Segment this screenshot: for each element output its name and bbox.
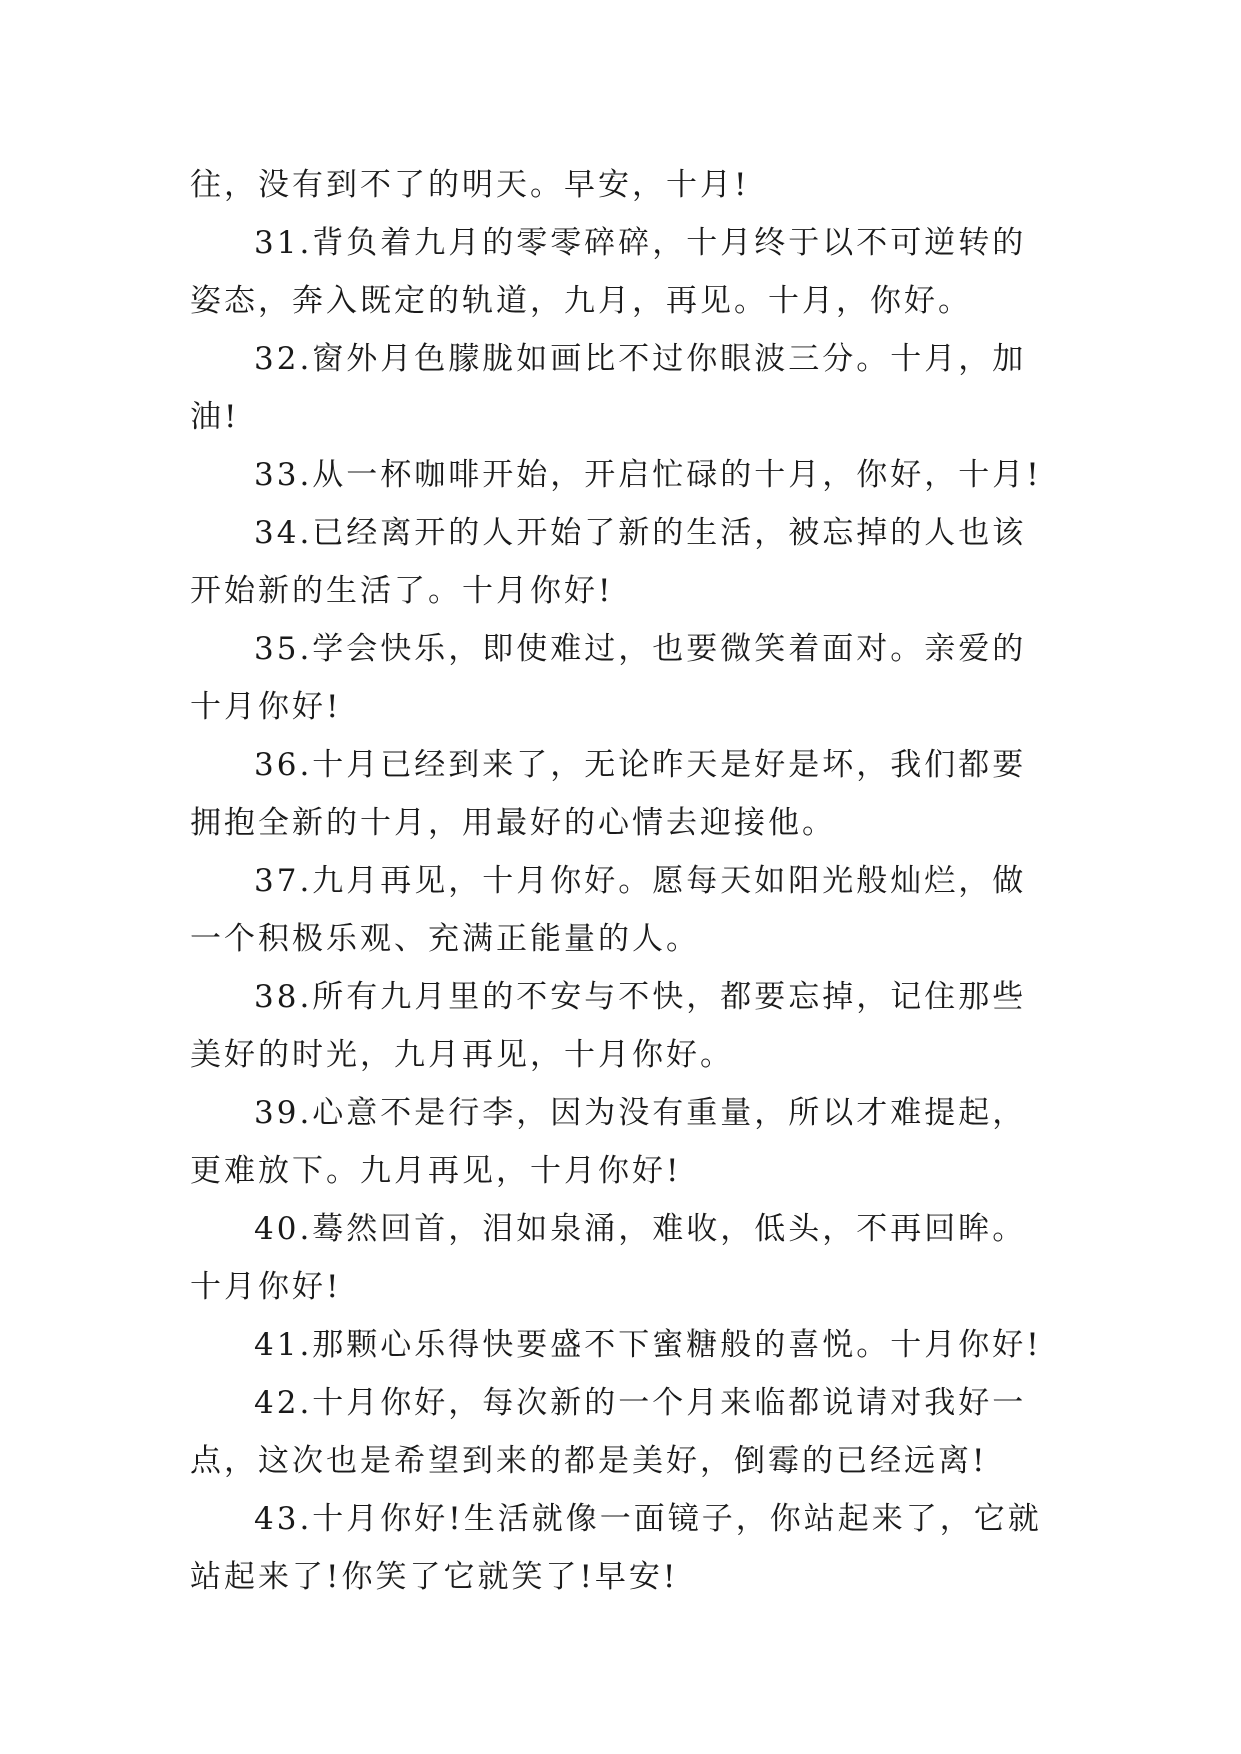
paragraph-35: 35.学会快乐，即使难过，也要微笑着面对。亲爱的十月你好! [190,631,1027,725]
paragraph-31: 31.背负着九月的零零碎碎，十月终于以不可逆转的姿态，奔入既定的轨道，九月，再见。十月，你好。 [190,225,1027,319]
paragraph-39: 39.心意不是行李，因为没有重量，所以才难提起，更难放下。九月再见，十月你好! [190,1095,1027,1189]
paragraph-37: 37.九月再见，十月你好。愿每天如阳光般灿烂，做一个积极乐观、充满正能量的人。 [190,863,1027,957]
paragraph-43: 43.十月你好!生活就像一面镜子，你站起来了，它就站起来了!你笑了它就笑了!早安! [190,1501,1042,1595]
paragraph-36: 36.十月已经到来了，无论昨天是好是坏，我们都要拥抱全新的十月，用最好的心情去迎接他。 [190,747,1027,841]
document-body [190,156,1050,1606]
paragraph-continued: 往，没有到不了的明天。早安，十月! [190,167,750,203]
paragraph-41: 41.那颗心乐得快要盛不下蜜糖般的喜悦。十月你好! [254,1327,1042,1363]
paragraph-42: 42.十月你好，每次新的一个月来临都说请对我好一点，这次也是希望到来的都是美好，倒霉的已经远离! [190,1385,1027,1479]
paragraph-34: 34.已经离开的人开始了新的生活，被忘掉的人也该开始新的生活了。十月你好! [190,515,1027,609]
paragraph-40: 40.蓦然回首，泪如泉涌，难收，低头，不再回眸。十月你好! [190,1211,1027,1305]
paragraph-32: 32.窗外月色朦胧如画比不过你眼波三分。十月，加油! [190,341,1027,435]
paragraph-33: 33.从一杯咖啡开始，开启忙碌的十月，你好，十月! [254,457,1042,493]
paragraph-38: 38.所有九月里的不安与不快，都要忘掉，记住那些美好的时光，九月再见，十月你好。 [190,979,1027,1073]
